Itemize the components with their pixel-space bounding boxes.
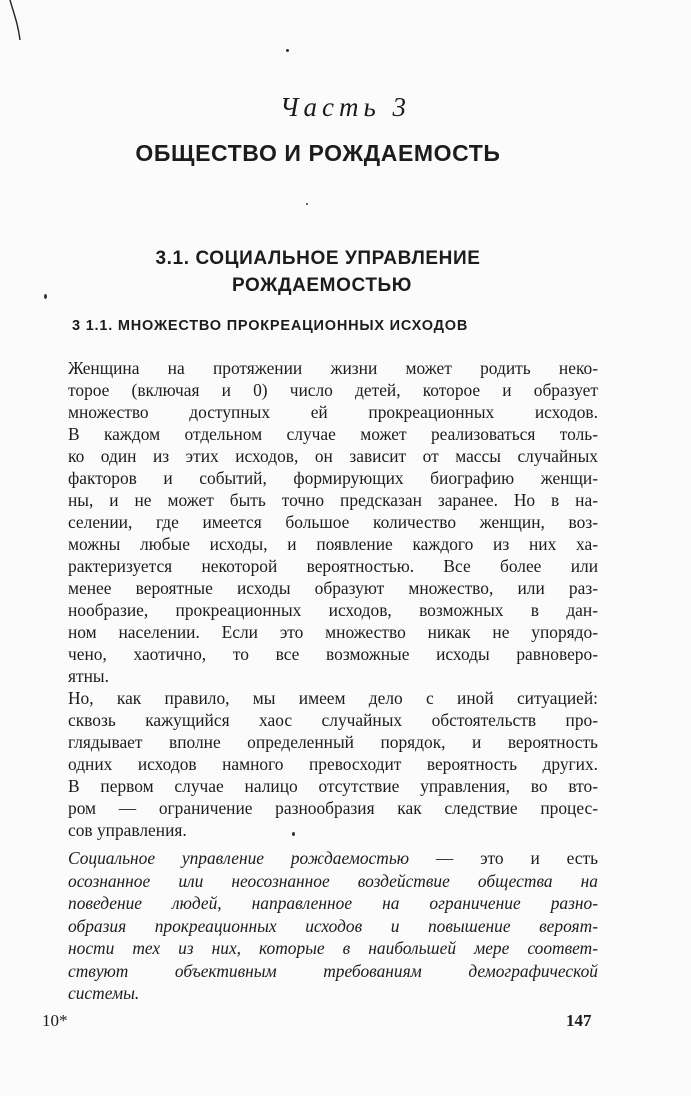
text-line: ствуют объективным требованиям демографической bbox=[68, 960, 598, 981]
text-line: осознанное или неосознанное воздействие общества на bbox=[68, 870, 598, 891]
margin-scan-line bbox=[8, 0, 22, 40]
book-title: ОБЩЕСТВО И РОЖДАЕМОСТЬ bbox=[135, 140, 501, 166]
part-title: Часть 3 bbox=[279, 92, 412, 122]
text-line: ко один из этих исходов, он зависит от массы случайных bbox=[68, 446, 598, 466]
text-line: ром — ограничение разнообразия как следствие процес- bbox=[68, 798, 598, 818]
text-line: В каждом отдельном случае может реализоваться толь- bbox=[68, 424, 598, 444]
text-line: Женщина на протяжении жизни может родить неко- bbox=[68, 358, 598, 378]
text-line: одних исходов намного превосходит вероятность других. bbox=[68, 754, 598, 774]
text-line: нообразие, прокреационных исходов, возможных в дан- bbox=[68, 600, 598, 620]
text-line: В первом случае налицо отсутствие управления, во вто- bbox=[68, 776, 598, 796]
text-line: ятны. bbox=[68, 666, 109, 686]
text-line: можны любые исходы, и появление каждого из них ха- bbox=[68, 534, 598, 554]
scan-speck bbox=[306, 203, 308, 205]
definition-term: Социальное управление рождаемостью bbox=[68, 848, 410, 868]
chapter-title bbox=[0, 245, 636, 299]
text-line: селении, где имеется большое количество женщин, воз- bbox=[68, 512, 598, 532]
text-line: поведение людей, направленное на ограничение разно- bbox=[68, 893, 598, 913]
text-line: торое (включая и 0) число детей, которое и образует bbox=[68, 380, 598, 400]
text-line: Но, как правило, мы имеем дело с иной ситуацией: bbox=[68, 688, 598, 708]
paragraph bbox=[68, 687, 598, 841]
text-line: чено, хаотично, то все возможные исходы равноверо- bbox=[68, 644, 598, 664]
body-text bbox=[68, 357, 598, 841]
signature-mark: 10* bbox=[42, 1011, 68, 1030]
text-line: сквозь кажущийся хаос случайных обстоятельств про- bbox=[68, 710, 598, 730]
text-line: ны, и не может быть точно предсказан заранее. Но в на- bbox=[68, 490, 598, 510]
page-number: 147 bbox=[566, 1011, 592, 1030]
definition-connector: — это и есть bbox=[409, 848, 598, 868]
chapter-title-line: РОЖДАЕМОСТЬЮ bbox=[232, 275, 412, 296]
paragraph bbox=[68, 357, 598, 687]
text-line: ности тех из них, которые в наибольшей мере соответ- bbox=[68, 938, 598, 958]
section-title: 3 1.1. МНОЖЕСТВО ПРОКРЕАЦИОННЫХ ИСХОДОВ bbox=[72, 318, 469, 334]
text-line: менее вероятные исходы образуют множество, или раз- bbox=[68, 578, 598, 598]
text-line: рактеризуется некоторой вероятностью. Все более или bbox=[68, 556, 598, 576]
text-line: факторов и событий, формирующих биографию женщи- bbox=[68, 468, 598, 488]
text-line: образия прокреационных исходов и повышение вероят- bbox=[68, 915, 598, 936]
text-line: ном населении. Если это множество никак не упорядо- bbox=[68, 622, 598, 642]
scan-speck bbox=[286, 49, 289, 52]
definition-paragraph bbox=[68, 847, 598, 1005]
chapter-title-line: 3.1. СОЦИАЛЬНОЕ УПРАВЛЕНИЕ bbox=[155, 248, 481, 269]
text-line: глядывает вполне определенный порядок, и вероятность bbox=[68, 732, 598, 752]
text-line: системы. bbox=[68, 983, 140, 1003]
text-line: сов управления. bbox=[68, 820, 187, 840]
text-line: множество доступных ей прокреационных исходов. bbox=[68, 402, 598, 422]
text-line bbox=[68, 847, 598, 870]
